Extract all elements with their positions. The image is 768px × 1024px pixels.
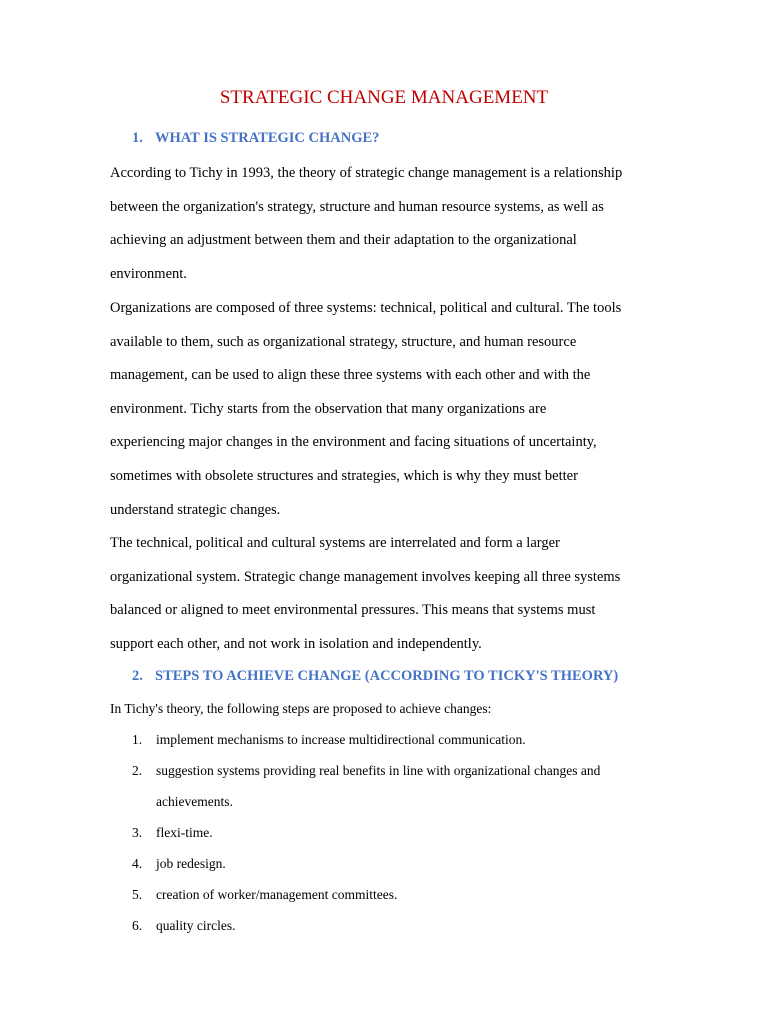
section-heading-steps-to-achieve-change: [132, 666, 618, 686]
list-item-number: 1.: [132, 732, 143, 747]
paragraph-line: According to Tichy in 1993, the theory of strategic change management is a relationship: [110, 165, 623, 181]
section-heading-text: WHAT IS STRATEGIC CHANGE?: [155, 130, 380, 146]
section-number: 1.: [132, 130, 143, 146]
section-heading-text: STEPS TO ACHIEVE CHANGE (ACCORDING TO TICKY'S THEORY): [155, 668, 619, 684]
paragraph-line: achieving an adjustment between them and their adaptation to the organizational: [110, 232, 577, 249]
list-item-number: 6.: [132, 918, 143, 933]
paragraph-line: environment. Tichy starts from the observation that many organizations are: [110, 400, 547, 417]
list-item-text: quality circles.: [156, 918, 236, 933]
paragraph-line: between the organization's strategy, structure and human resource systems, as well as: [110, 198, 604, 215]
paragraph-line: environment.: [110, 265, 187, 282]
steps-intro: In Tichy's theory, the following steps are proposed to achieve changes:: [110, 701, 492, 716]
paragraph-line: understand strategic changes.: [110, 501, 281, 518]
paragraph-line: available to them, such as organizational strategy, structure, and human resource: [110, 333, 577, 350]
paragraph-line: Organizations are composed of three systems: technical, political and cultural. The tools: [110, 300, 622, 316]
section-number: 2.: [132, 668, 143, 684]
paragraph-line: balanced or aligned to meet environmental pressures. This means that systems must: [110, 602, 596, 619]
list-item-text: achievements.: [156, 794, 233, 809]
document-title: STRATEGIC CHANGE MANAGEMENT: [219, 87, 549, 108]
list-item-number: 2.: [132, 763, 143, 778]
paragraph-line: sometimes with obsolete structures and strategies, which is why they must better: [110, 468, 578, 484]
list-item-number: 4.: [132, 856, 143, 871]
paragraph-line: support each other, and not work in isolation and independently.: [110, 635, 482, 652]
paragraph-line: experiencing major changes in the environment and facing situations of uncertainty,: [110, 434, 597, 451]
list-item-text: creation of worker/management committees.: [156, 887, 398, 902]
paragraph-line: management, can be used to align these three systems with each other and with the: [110, 367, 591, 384]
section-heading-what-is-strategic-change: [132, 128, 379, 148]
paragraph-line: organizational system. Strategic change management involves keeping all three systems: [110, 568, 621, 585]
list-item-text: flexi-time.: [156, 825, 213, 840]
list-item-text: implement mechanisms to increase multidirectional communication.: [156, 732, 526, 747]
paragraph-line: The technical, political and cultural systems are interrelated and form a larger: [110, 535, 560, 551]
list-item-number: 5.: [132, 887, 143, 902]
list-item-number: 3.: [132, 825, 143, 840]
list-item-text: suggestion systems providing real benefits in line with organizational changes and: [156, 763, 601, 778]
list-item-text: job redesign.: [156, 856, 226, 871]
